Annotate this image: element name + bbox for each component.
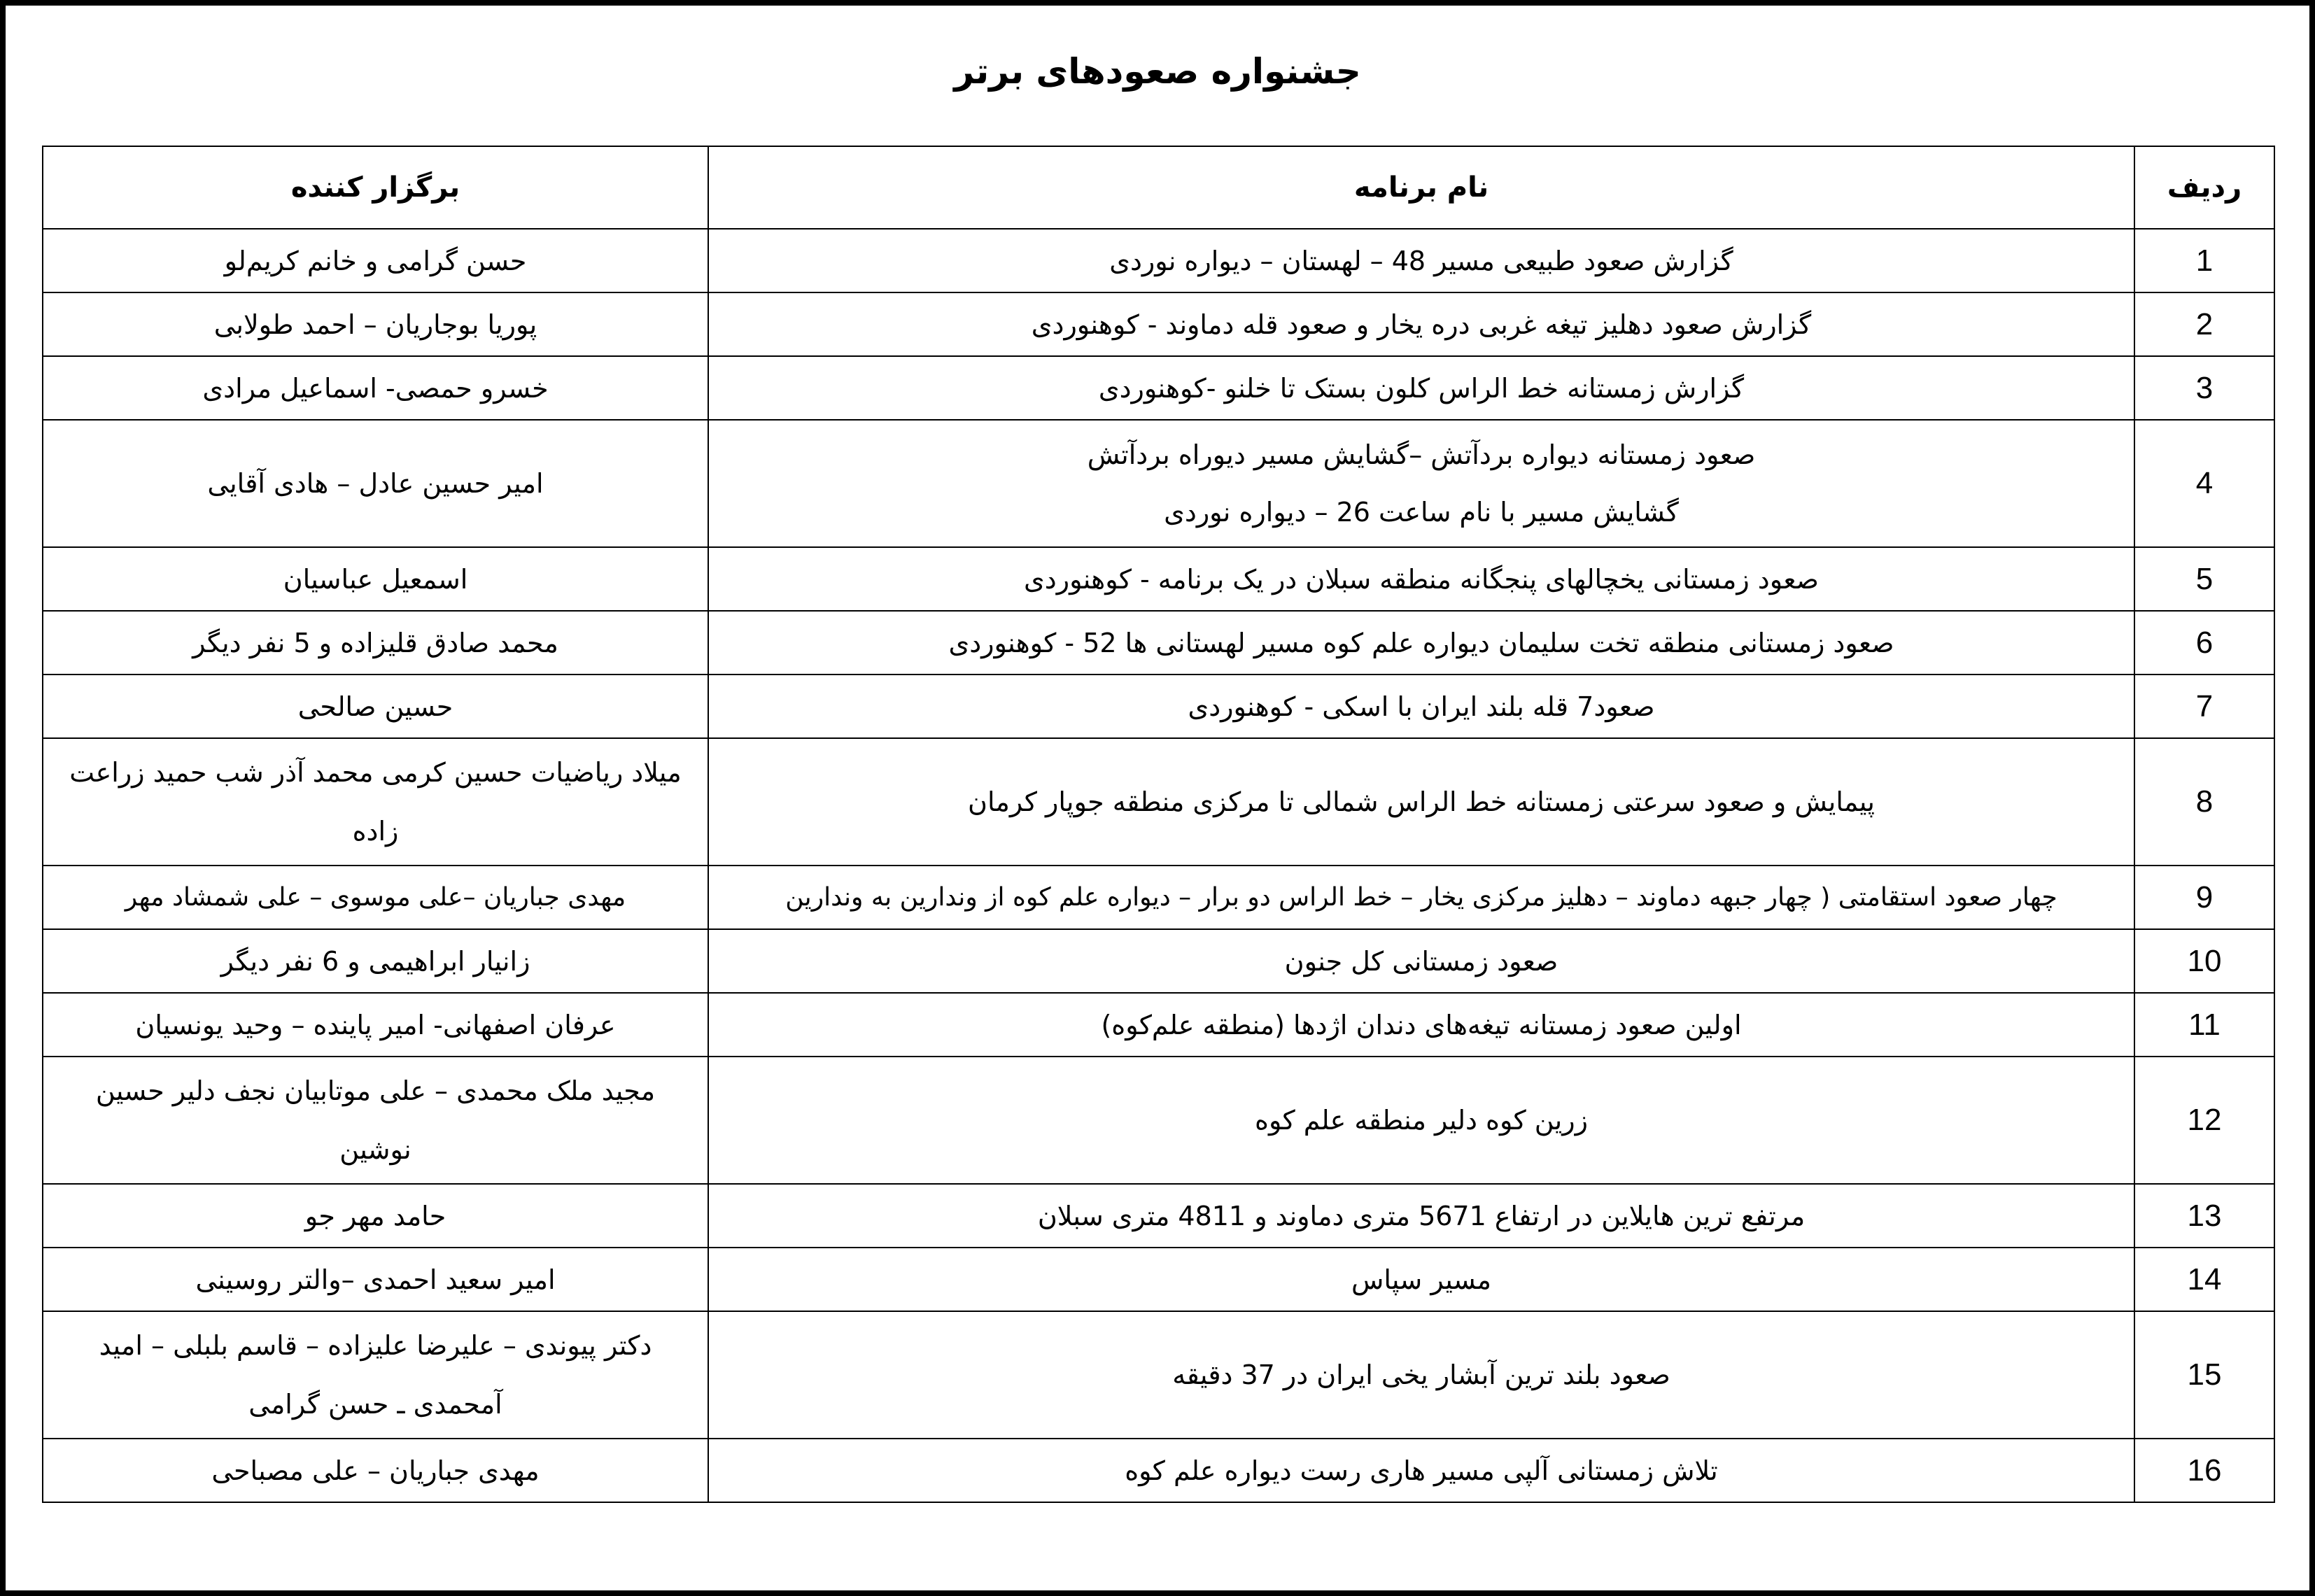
row-index: 14 [2134, 1248, 2274, 1311]
table-row [43, 993, 2274, 1057]
table-row [43, 675, 2274, 738]
row-index: 10 [2134, 929, 2274, 993]
organizer [43, 1057, 708, 1184]
organizer-text: مجید ملک محمدی – علی موتابیان نجف دلیر حسین نوشین [95, 1075, 656, 1165]
program-name [708, 292, 2134, 356]
organizer: عرفان اصفهانی- امیر پاینده – وحید یونسیان [43, 993, 708, 1057]
program-name [708, 1184, 2134, 1248]
row-index: 8 [2134, 738, 2274, 866]
table-row [43, 229, 2274, 292]
organizer: مهدی جباریان – علی مصباحی [43, 1439, 708, 1502]
program-name [708, 993, 2134, 1057]
table-row [43, 1311, 2274, 1439]
organizer-text: دکتر پیوندی – علیرضا علیزاده – قاسم بلبلی – امید آمحمدی ـ حسن گرامی [99, 1330, 652, 1420]
program-name-line: زرین کوه دلیر منطقه علم کوه [1255, 1105, 1588, 1136]
row-index: 11 [2134, 993, 2274, 1057]
program-name [708, 1057, 2134, 1184]
program-name [708, 611, 2134, 675]
row-index: 7 [2134, 675, 2274, 738]
program-name-line: صعود7 قله بلند ایران با اسکی - کوهنوردی [1188, 691, 1655, 722]
organizer: مهدی جباریان –علی موسوی – علی شمشاد مهر [43, 866, 708, 929]
organizer [43, 1311, 708, 1439]
table-row [43, 738, 2274, 866]
row-index: 9 [2134, 866, 2274, 929]
organizer: امیر سعید احمدی –والتر روسینی [43, 1248, 708, 1311]
row-index: 2 [2134, 292, 2274, 356]
header-index: ردیف [2134, 146, 2274, 229]
organizer: پوریا بوجاریان – احمد طولابی [43, 292, 708, 356]
program-name [708, 1248, 2134, 1311]
organizer: اسمعیل عباسیان [43, 547, 708, 611]
row-index: 3 [2134, 356, 2274, 420]
row-index: 6 [2134, 611, 2274, 675]
table-header-row [43, 146, 2274, 229]
program-name [708, 738, 2134, 866]
table-row [43, 420, 2274, 547]
program-name [708, 1311, 2134, 1439]
program-name-line: صعود زمستانی کل جنون [1284, 945, 1558, 977]
row-index: 15 [2134, 1311, 2274, 1439]
row-index: 12 [2134, 1057, 2274, 1184]
climbs-table [42, 146, 2275, 1503]
row-index: 5 [2134, 547, 2274, 611]
organizer-text: میلاد ریاضیات حسین کرمی محمد آذر شب حمید زراعت زاده [69, 757, 682, 847]
program-name [708, 229, 2134, 292]
organizer: حسن گرامی و خانم کریم‌لو [43, 229, 708, 292]
organizer [43, 738, 708, 866]
program-name-line: اولین صعود زمستانه تیغه‌های دندان اژدها (منطقه علم‌کوه) [1101, 1009, 1742, 1040]
header-program-name: نام برنامه [708, 146, 2134, 229]
table-row [43, 1439, 2274, 1502]
program-name-line: گشایش مسیر با نام ساعت 26 – دیواره نوردی [1164, 497, 1679, 528]
program-name-line: گزارش صعود طبیعی مسیر 48 – لهستان – دیواره نوردی [1109, 245, 1733, 276]
program-name-line: گزارش زمستانه خط الراس کلون بستک تا خلنو -کوهنوردی [1098, 372, 1745, 404]
row-index: 4 [2134, 420, 2274, 547]
header-organizer: برگزار کننده [43, 146, 708, 229]
row-index: 16 [2134, 1439, 2274, 1502]
program-name-line: صعود زمستانی یخچالهای پنجگانه منطقه سبلان در یک برنامه - کوهنوردی [1024, 563, 1819, 595]
program-name [708, 675, 2134, 738]
organizer: زانیار ابراهیمی و 6 نفر دیگر [43, 929, 708, 993]
program-name [708, 420, 2134, 547]
table-row [43, 611, 2274, 675]
program-name [708, 356, 2134, 420]
row-index: 1 [2134, 229, 2274, 292]
program-name-line: صعود بلند ترین آبشار یخی ایران در 37 دقیقه [1172, 1360, 1670, 1390]
table-row [43, 1057, 2274, 1184]
document-title: جشنواره صعودهای برتر [954, 51, 1361, 92]
program-name [708, 866, 2134, 929]
organizer: خسرو حمصی- اسماعیل مرادی [43, 356, 708, 420]
organizer: امیر حسین عادل – هادی آقایی [43, 420, 708, 547]
program-name [708, 929, 2134, 993]
table-row [43, 547, 2274, 611]
table-row [43, 356, 2274, 420]
program-name-line: صعود زمستانی منطقه تخت سلیمان دیواره علم کوه مسیر لهستانی ها 52 - کوهنوردی [948, 627, 1894, 658]
program-name-line: پیمایش و صعود سرعتی زمستانه خط الراس شمالی تا مرکزی منطقه جوپار کرمان [968, 786, 1875, 817]
organizer: محمد صادق قلیزاده و 5 نفر دیگر [43, 611, 708, 675]
row-index: 13 [2134, 1184, 2274, 1248]
table-row [43, 866, 2274, 929]
program-name [708, 1439, 2134, 1502]
organizer: حامد مهر جو [43, 1184, 708, 1248]
program-name-line: چهار صعود استقامتی ( چهار جبهه دماوند – دهلیز مرکزی یخار – خط الراس دو برار – دیواره علم کوه از وندارین به وندارین [785, 882, 2057, 912]
program-name-line: گزارش صعود دهلیز تیغه غربی دره یخار و صعود قله دماوند - کوهنوردی [1031, 309, 1812, 340]
program-name-line: صعود زمستانه دیواره بردآتش –گشایش مسیر دیوراه بردآتش [1087, 439, 1756, 470]
program-name-line: تلاش زمستانی آلپی مسیر هاری رست دیواره علم کوه [1125, 1455, 1718, 1486]
program-name-line: مسیر سپاس [1351, 1264, 1492, 1295]
program-name [708, 547, 2134, 611]
organizer: حسین صالحی [43, 675, 708, 738]
table-row [43, 292, 2274, 356]
program-name-line: مرتفع ترین هایلاین در ارتفاع 5671 متری دماوند و 4811 متری سبلان [1037, 1200, 1806, 1231]
table-row [43, 929, 2274, 993]
table-row [43, 1248, 2274, 1311]
table-row [43, 1184, 2274, 1248]
